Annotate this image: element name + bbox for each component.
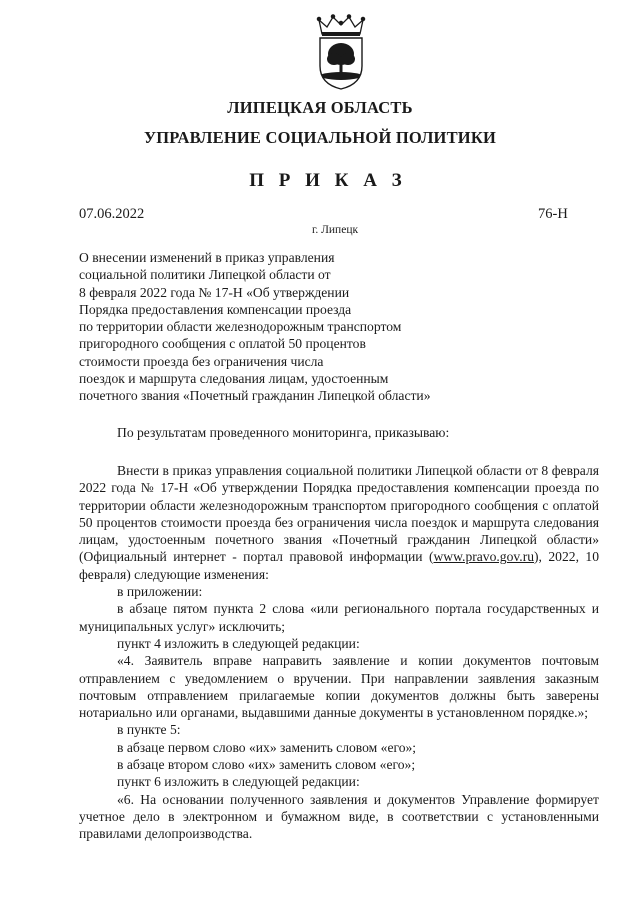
item-paragraph: в абзаце втором слово «их» заменить словом «его»; [117,757,416,773]
subject-line: поездок и маршрута следования лицам, удостоенным [79,371,389,387]
item-paragraph: пункт 6 изложить в следующей редакции: [117,774,360,790]
item-paragraph: в приложении: [117,584,203,600]
subject-line: пригородного сообщения с оплатой 50 процентов [79,336,366,352]
subject-line: О внесении изменений в приказ управления [79,250,335,265]
subject-line: стоимости проезда без ограничения числа [79,353,324,369]
order-city: г. Липецк [311,224,359,236]
order-date: 07.06.2022 [79,206,145,222]
region-title: ЛИПЕЦКАЯ ОБЛАСТЬ [227,98,413,117]
main-paragraph [79,462,599,583]
main-intro-text: Внести в приказ управления социальной политики Липецкой области от 8 февраля 2022 года № 17-Н «Об утверждении Порядка предоставления компенсации проезда по территории области железнодорожным транспортом пригородного сообщения с оплатой 50 процентов стоимости проезда без ограничения числа поездок и маршрута следования лицам, удостоенным почетного звания «Почетный гражданин Липецкой области» (Официальный интернет - портал правовой информации ( [79,463,599,565]
pravo-link[interactable]: www.pravo.gov.ru [433,549,535,565]
lead-paragraph: По результатам проведенного мониторинга, приказываю: [117,425,450,440]
order-body [79,462,599,843]
coat-of-arms-emblem [313,14,369,90]
document-type-title: П Р И К А З [249,170,407,191]
item-paragraph: в абзаце первом слово «их» заменить словом «его»; [117,739,417,755]
subject-line: Порядка предоставления компенсации проезда [79,301,352,317]
item-paragraph: «4. Заявитель вправе направить заявление и копии документов почтовым отправлением с уведомлением о вручении. При направлении заявления заказным почтовым отправлением прилагаемые копии документов должны быть заверены нотариально или органами, выдавшими данные документы в установленном порядке.»; [79,653,599,721]
order-subject [79,249,499,405]
subject-line: по территории области железнодорожным транспортом [79,319,402,335]
subject-line: 8 февраля 2022 года № 17-Н «Об утверждении [79,284,350,300]
item-paragraph: в пункте 5: [117,722,181,738]
item-paragraph: пункт 4 изложить в следующей редакции: [117,635,360,651]
department-title: УПРАВЛЕНИЕ СОЦИАЛЬНОЙ ПОЛИТИКИ [143,128,497,147]
main-tail-text: ), 2022, 10 февраля) следующие изменения: [79,549,599,582]
item-paragraph: «6. На основании полученного заявления и документов Управление формирует учетное дело в электронном и бумажном виде, в соответствии с установленными правилами делопроизводства. [79,791,599,842]
subject-line: социальной политики Липецкой области от [79,267,331,283]
item-paragraph: в абзаце пятом пункта 2 слова «или регионального портала государственных и муниципальных услуг» исключить; [79,601,599,634]
subject-line: почетного звания «Почетный гражданин Липецкой области» [79,388,431,404]
order-number: 76-Н [538,206,568,222]
